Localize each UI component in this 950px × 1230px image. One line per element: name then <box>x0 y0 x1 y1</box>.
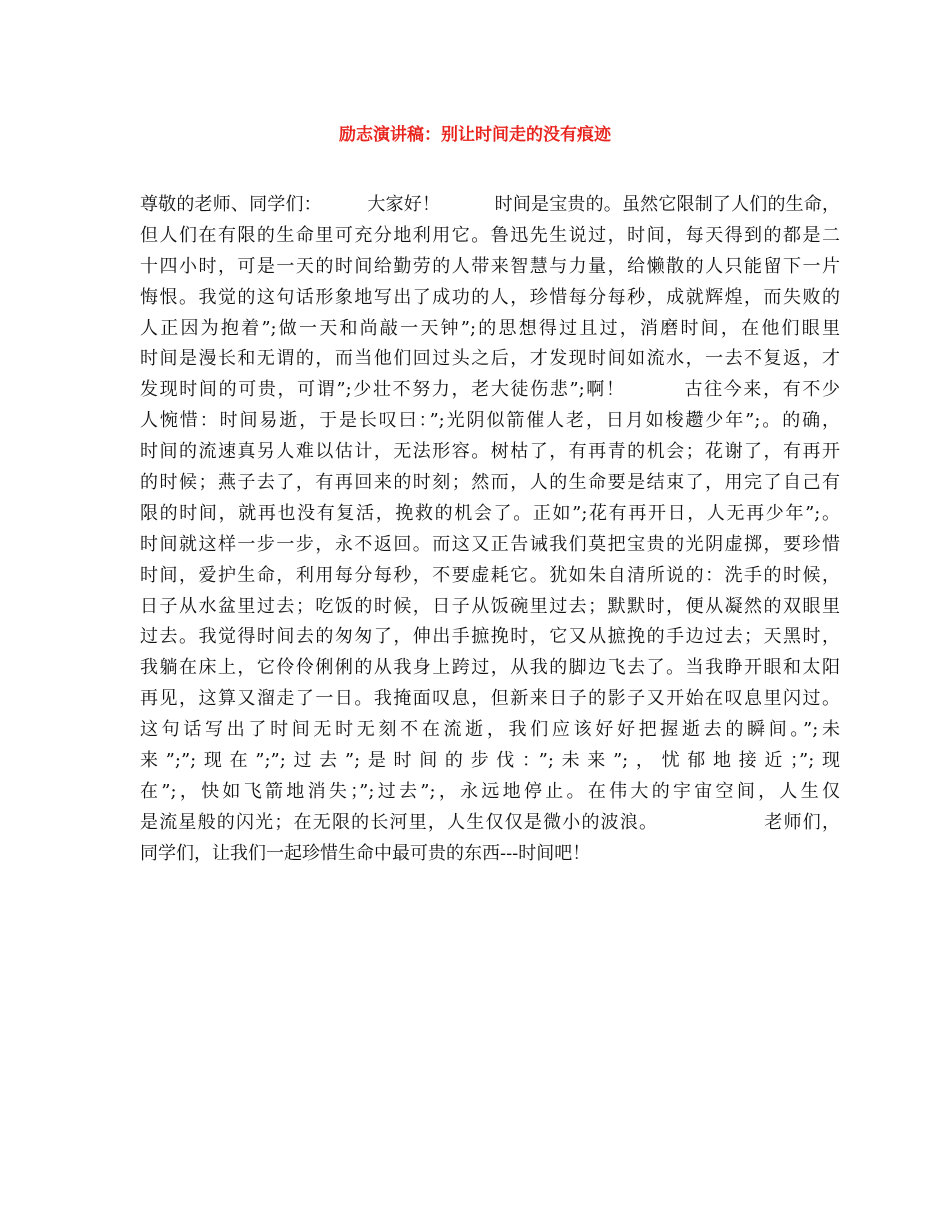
text-line: 再见，这算又溜走了一日。我掩面叹息，但新来日子的影子又开始在叹息里闪过。 <box>140 688 840 710</box>
text-line: 尊敬的老师、同学们： 大家好！ 时间是宝贵的。虽然它限制了人们的生命， <box>140 194 840 215</box>
text-line: 时间是漫长和无谓的，而当他们回过头之后，才发现时间如流水，一去不复返，才 <box>140 348 840 370</box>
text-line: 来”;”;现在”;”;过去”;是时间的步伐：”;未来”;，忧郁地接近；”;现 <box>140 750 840 772</box>
text-line: 但人们在有限的生命里可充分地利用它。鲁迅先生说过，时间，每天得到的都是二 <box>140 224 840 246</box>
document-title: 励志演讲稿：别让时间走的没有痕迹 <box>339 125 611 145</box>
text-line: 人惋惜：时间易逝，于是长叹曰：”;光阴似箭催人老，日月如梭趱少年”;。的确， <box>140 410 840 432</box>
text-line: 同学们，让我们一起珍惜生命中最可贵的东西---时间吧！ <box>140 842 591 864</box>
text-line: 发现时间的可贵，可谓”;少壮不努力，老大徒伤悲”;啊！ 古往今来，有不少 <box>140 379 840 401</box>
text-line: 是流星般的闪光；在无限的长河里，人生仅仅是微小的波浪。 老师们， <box>140 811 840 833</box>
text-line: 人正因为抱着”;做一天和尚敲一天钟”;的思想得过且过，消磨时间，在他们眼里 <box>140 317 840 339</box>
text-line: 这句话写出了时间无时无刻不在流逝，我们应该好好把握逝去的瞬间。”;未 <box>140 719 840 741</box>
text-line: 过去。我觉得时间去的匆匆了，伸出手摭挽时，它又从摭挽的手边过去；天黑时， <box>140 626 840 648</box>
text-line: 时间就这样一步一步，永不返回。而这又正告诫我们莫把宝贵的光阴虚掷，要珍惜 <box>140 533 840 555</box>
text-line: 限的时间，就再也没有复活，挽救的机会了。正如”;花有再开日，人无再少年”;。 <box>140 502 840 524</box>
text-line: 时间，爱护生命，利用每分每秒，不要虚耗它。犹如朱自清所说的：洗手的时候， <box>140 564 840 586</box>
text-line: 十四小时，可是一天的时间给勤劳的人带来智慧与力量，给懒散的人只能留下一片 <box>140 255 840 277</box>
text-line: 悔恨。我觉的这句话形象地写出了成功的人，珍惜每分每秒，成就辉煌，而失败的 <box>140 286 840 308</box>
text-line: 日子从水盆里过去；吃饭的时候，日子从饭碗里过去；默默时，便从凝然的双眼里 <box>140 595 840 617</box>
speech-body <box>140 190 840 870</box>
text-line: 时间的流速真另人难以估计，无法形容。树枯了，有再青的机会；花谢了，有再开 <box>140 441 840 463</box>
text-line: 我躺在床上，它伶伶俐俐的从我身上跨过，从我的脚边飞去了。当我睁开眼和太阳 <box>140 657 840 679</box>
text-line: 的时候；燕子去了，有再回来的时刻；然而，人的生命要是结束了，用完了自己有 <box>140 472 840 494</box>
text-line: 在”;，快如飞箭地消失；”;过去”;，永远地停止。在伟大的宇宙空间，人生仅 <box>140 780 840 802</box>
